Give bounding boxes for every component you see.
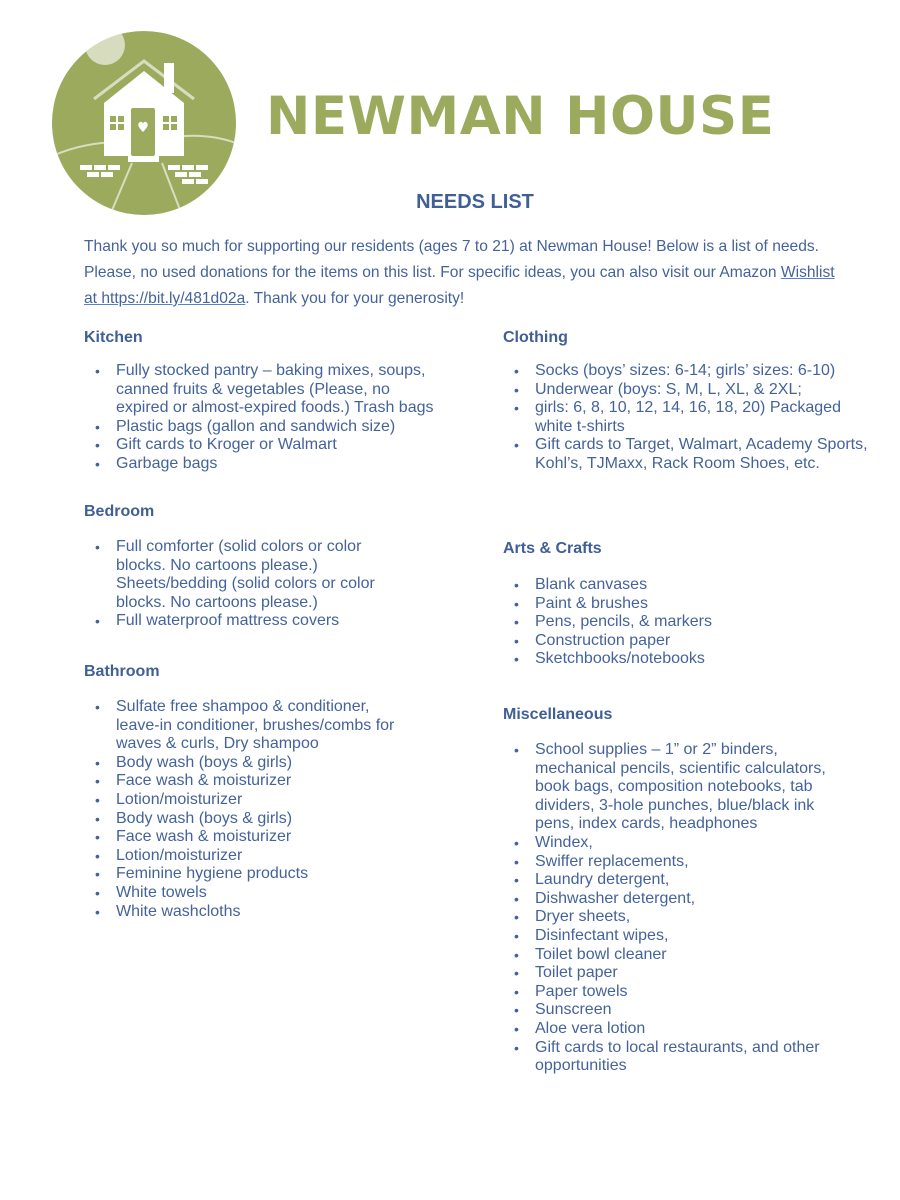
list-item: • Garbage bags [84, 455, 464, 474]
list-item: • White washcloths [84, 903, 464, 922]
list-item: • Pens, pencils, & markers [503, 613, 883, 632]
list-item: • Body wash (boys & girls) [84, 754, 464, 773]
list-item: • Lotion/moisturizer [84, 847, 464, 866]
list-item: • White towels [84, 884, 464, 903]
bathroom-list [84, 698, 464, 921]
section-clothing [503, 326, 883, 474]
list-item: • Full waterproof mattress covers [84, 612, 464, 631]
list-item: • Aloe vera lotion [503, 1020, 883, 1039]
page-subtitle: NEEDS LIST [416, 191, 534, 213]
list-item: • Swiffer replacements, [503, 853, 883, 872]
list-item: • Gift cards to Target, Walmart, Academy Sports, Kohl’s, TJMaxx, Rack Room Shoes, etc. [503, 436, 870, 473]
wishlist-link[interactable]: Wishlist at https://bit.ly/481d02a [84, 264, 835, 307]
arts-crafts-list [503, 576, 883, 669]
section-heading: Arts & Crafts [503, 540, 602, 557]
list-item: • Disinfectant wipes, [503, 927, 883, 946]
clothing-list [503, 362, 883, 474]
section-miscellaneous [503, 703, 883, 1076]
section-bathroom [84, 660, 464, 921]
bedroom-list [84, 538, 464, 631]
section-arts-crafts [503, 537, 883, 669]
intro-text-end: . Thank you for your generosity! [245, 290, 465, 307]
section-heading: Miscellaneous [503, 706, 613, 723]
page-title: NEWMAN HOUSE [266, 86, 775, 147]
list-item: • Sunscreen [503, 1001, 883, 1020]
intro-paragraph [84, 234, 844, 312]
list-item: • Full comforter (solid colors or color blocks. No cartoons please.) Sheets/bedding (solid colors or color blocks. No cartoons please.) [84, 538, 376, 612]
list-item: • Dryer sheets, [503, 908, 883, 927]
list-item: • Lotion/moisturizer [84, 791, 464, 810]
list-item: • Socks (boys’ sizes: 6-14; girls’ sizes: 6-10) [503, 362, 895, 381]
list-item: • Toilet paper [503, 964, 883, 983]
list-item: • Gift cards to local restaurants, and other opportunities [503, 1039, 835, 1076]
list-item: • Paper towels [503, 983, 883, 1002]
section-heading: Bathroom [84, 663, 160, 680]
list-item: • Construction paper [503, 632, 883, 651]
list-item: • School supplies – 1” or 2” binders, mechanical pencils, scientific calculators, book bags, composition notebooks, tab dividers, 3-hole punches, blue/black ink pens, index cards, headphones [503, 741, 835, 834]
list-item: • Laundry detergent, [503, 871, 883, 890]
list-item: • Paint & brushes [503, 595, 883, 614]
section-heading: Kitchen [84, 329, 143, 346]
list-item: • Windex, [503, 834, 883, 853]
list-item: • Plastic bags (gallon and sandwich size) [84, 418, 464, 437]
list-item: • Gift cards to Kroger or Walmart [84, 436, 464, 455]
list-item: • girls: 6, 8, 10, 12, 14, 16, 18, 20) Packaged white t-shirts [503, 399, 865, 436]
list-item: • Blank canvases [503, 576, 883, 595]
section-heading: Bedroom [84, 503, 155, 520]
list-item: • Underwear (boys: S, M, L, XL, & 2XL; [503, 381, 883, 400]
section-bedroom [84, 500, 464, 631]
list-item: • Sketchbooks/notebooks [503, 650, 883, 669]
intro-text: Thank you so much for supporting our residents (ages 7 to 21) at Newman House! Below is a list of needs. Please, no used donations for the items on this list. For specific ideas, you can also visit our Amazon [84, 238, 820, 281]
list-item: • Toilet bowl cleaner [503, 946, 883, 965]
miscellaneous-list [503, 741, 883, 1076]
kitchen-list [84, 362, 464, 474]
section-heading: Clothing [503, 329, 568, 346]
list-item: • Face wash & moisturizer [84, 772, 464, 791]
list-item: • Feminine hygiene products [84, 865, 464, 884]
section-kitchen [84, 326, 464, 474]
list-item: • Fully stocked pantry – baking mixes, soups, canned fruits & vegetables (Please, no expired or almost-expired foods.) Trash bags [84, 362, 446, 418]
list-item: • Face wash & moisturizer [84, 828, 464, 847]
list-item: • Dishwasher detergent, [503, 890, 883, 909]
list-item: • Sulfate free shampoo & conditioner, leave-in conditioner, brushes/combs for waves & curls, Dry shampoo [84, 698, 406, 754]
list-item: • Body wash (boys & girls) [84, 810, 464, 829]
